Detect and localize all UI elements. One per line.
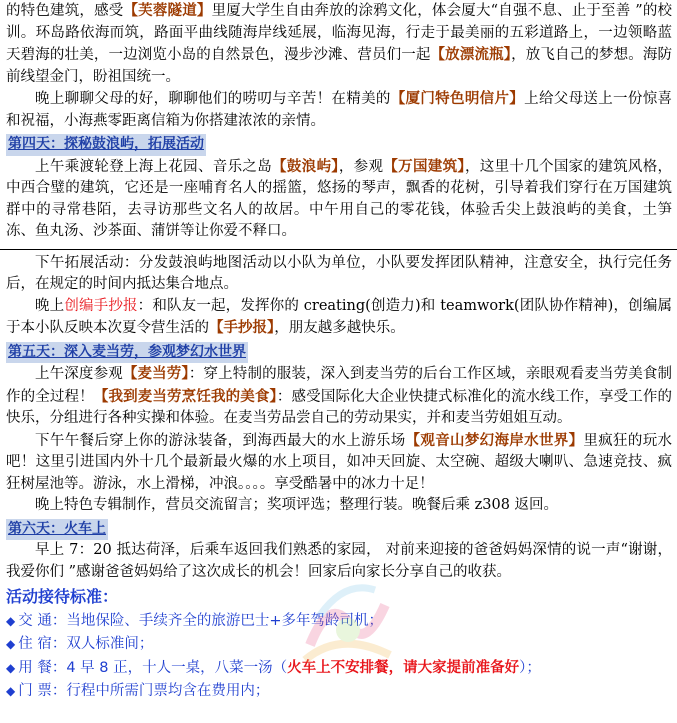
highlight-water-world: 【观音山梦幻海岸水世界】 [405,431,584,449]
text: ：穿上特制的服装，深入到麦当劳的后台工作区域，亲眼观看麦当劳美食制作的全过程！ [6,366,673,405]
text: ，参观 [338,158,384,175]
standards-item-lodging [6,633,672,657]
intro-paragraph-2 [6,88,672,132]
text: ：和队友一起，发挥你的 creating(创造力)和 teamwork(团队协作精神)，创编属于本小队反映本次夏令营生活的 [6,297,673,336]
day4-paragraph-2: 下午拓展活动：分发鼓浪屿地图活动以小队为单位，小队要发挥团队精神，注意安全，执行完任务后，在规定的时间内抵达集合地点。 [6,254,672,292]
text: 门 票：行程中所需门票均含在费用内； [18,683,270,699]
standards-title: 活动接待标准： [6,587,119,606]
diamond-icon: ◆ [6,684,16,698]
day5-paragraph-3: 晚上特色专辑制作，营员交流留言；奖项评选；整理行装。晚餐后乘 z308 返回。 [35,497,559,513]
text: ：感受国际化大企业快捷式标准化的流水线工作，享受工作的快乐，分组进行各种实操和体验。在麦当劳品尝自己的劳动果实，并和麦当劳姐姐互动。 [6,388,673,426]
highlight-postcard: 【厦门特色明信片】 [390,90,525,107]
diamond-icon: ◆ [6,637,16,651]
highlight-furong-tunnel: 【芙蓉隧道】 [123,2,212,19]
highlight-cooking: 【我到麦当劳烹饪我的美食】 [93,387,277,405]
text: ，这里十几个国家的建筑风格，中西合璧的建筑，它还是一座哺育名人的摇篮，悠扬的琴声，飘香的花树，引导着我们穿行在万国建筑群中的寻常巷陌，去寻访那些文名人的故居。中午用自己的零花钱，体验舌尖上鼓浪屿的美食，土笋冻、鱼丸汤、沙茶面、蒲饼等让你爱不释口。 [6,158,673,239]
highlight-gulangyu: 【鼓浪屿】 [272,157,339,175]
day6-paragraph-1: 早上 7：20 抵达荷泽，后乘车返回我们熟悉的家园， 对前来迎接的爸爸妈妈深情的说一声“谢谢，我爱你们 ”感谢爸爸妈妈给了这次成长的机会！回家后向家长分享自己的收获。 [6,542,672,580]
red-text: 火车上不安排餐，请大家提前准备好 [287,659,520,676]
standards-item-tickets [6,680,672,704]
text: 住 宿：双人标准间； [18,636,154,652]
text: 上午乘渡轮登上海上花园、音乐之岛 [35,158,273,175]
text: 下午午餐后穿上你的游泳装备，到海西最大的水上游乐场 [35,432,406,449]
highlight-mcdonalds: 【麦当劳】 [122,365,189,382]
day6-heading: 第六天：火车上 [6,519,108,541]
day5-paragraph-2 [6,430,672,496]
intro-paragraph-1 [6,0,672,88]
standards-item-meals [6,657,672,681]
day5-heading: 第五天：深入麦当劳，参观梦幻水世界 [6,342,248,364]
text: 的特色建筑，感受 [6,3,124,19]
day4-heading: 第四天：探秘鼓浪屿，拓展活动 [6,134,206,156]
text: 晚上聊聊父母的好，聊聊他们的唠叨与辛苦！在精美的 [35,91,391,107]
text: 交 通：当地保险、手续齐全的旅游巴士+多年驾龄司机； [18,612,383,629]
text: 晚上 [35,297,65,314]
red-text: 创编手抄报 [64,297,138,314]
page-divider [0,249,677,250]
diamond-icon: ◆ [6,613,16,628]
text: 上午深度参观 [35,366,123,382]
highlight-drift-bottle: 【放漂流瓶】 [430,46,512,63]
text: 上给父母送上一份惊喜和祝福，小海燕零距离信箱为你搭建浓浓的亲情。 [6,91,673,129]
text: ）； [519,659,541,676]
day4-paragraph-1 [6,156,672,243]
text: 里厦大学生自由奔放的涂鸦文化，体会厦大“自强不息、止于至善 ”的校训。环岛路依海而筑，路面平曲线随海岸线延展，临海见海，行走于最美丽的五彩道路上，一边领略蓝天碧海的壮美，一边浏览小岛的自然景色，漫步沙滩、营员们一起 [6,3,673,63]
day5-paragraph-1 [6,363,672,430]
standards-item-transport [6,610,672,634]
highlight-handbook: 【手抄报】 [209,319,275,336]
text: 用 餐：4 早 8 正，十人一桌，八菜一汤（ [18,659,288,676]
day4-paragraph-3 [6,296,672,340]
text: 里疯狂的玩水吧！这里引进国内外十几个最新最火爆的水上项目，如冲天回旋、太空碗、超级大喇叭、急速竞技、疯狂树屋池等。游泳，水上滑梯，冲浪。。。。享受酷暑中的冰力十足！ [6,432,673,492]
highlight-wanguo: 【万国建筑】 [383,157,465,175]
text: ，朋友越多越快乐。 [274,320,405,336]
text: ，放飞自己的梦想。海防前线望金门，盼祖国统一。 [6,47,673,85]
document-page [6,0,672,704]
diamond-icon: ◆ [6,660,16,675]
